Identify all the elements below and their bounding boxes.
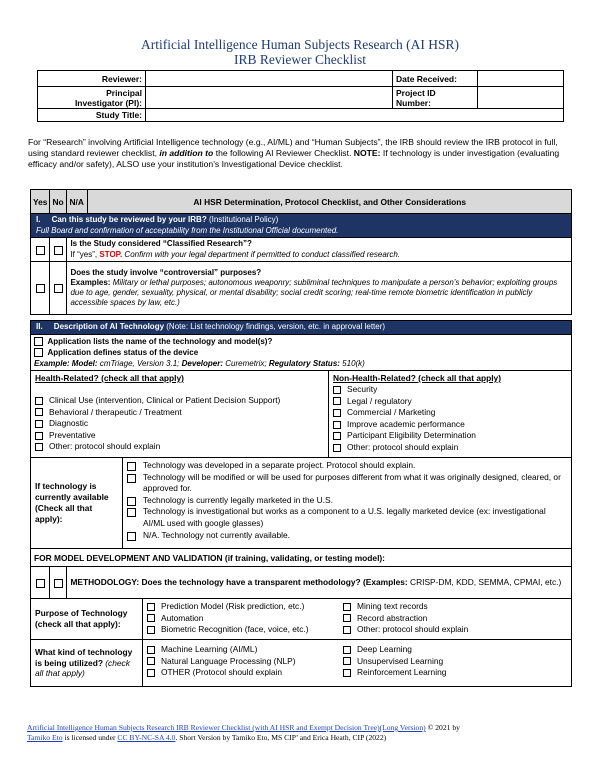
- intro-paragraph: For “Research” involving Artificial Intelligence technology (e.g., AI/ML) and “Human Subjects”, the IRB should review the IRB protocol in full, using standard reviewer checklist, in addition to the following AI Reviewer Checklist. NOTE: If technology is under investigation (evaluating efficacy and/or safety), ALSO use your institution’s Investigational Device checklist.: [28, 137, 560, 169]
- health-option-checkbox[interactable]: [35, 432, 43, 440]
- col-yes: Yes: [31, 190, 50, 214]
- technology-kind-label: What kind of technology is being utilized? (check all that apply): [31, 640, 143, 686]
- pi-label: Principal Investigator (PI):: [38, 87, 146, 109]
- tech-kind-checkbox[interactable]: [147, 657, 155, 665]
- health-option-checkbox[interactable]: [35, 408, 43, 416]
- reviewer-info-table: [37, 70, 564, 122]
- purpose-checkbox[interactable]: [343, 614, 351, 622]
- project-id-label: Project ID Number:: [393, 87, 478, 109]
- license-link[interactable]: CC BY-NC-SA 4.0: [117, 733, 176, 742]
- tech-kind-checkbox[interactable]: [147, 669, 155, 677]
- pi-field[interactable]: [146, 87, 393, 109]
- availability-row: [31, 458, 572, 549]
- availability-checkbox[interactable]: [127, 462, 136, 471]
- availability-label: If technology is currently available (Check all that apply):: [31, 458, 123, 548]
- col-no: No: [50, 190, 67, 214]
- document-subtitle: IRB Reviewer Checklist: [234, 52, 366, 67]
- nonhealth-option-checkbox[interactable]: [333, 386, 341, 394]
- nonhealth-option-checkbox[interactable]: [333, 397, 341, 405]
- availability-options: Technology was developed in a separate project. Protocol should explain. Technology will be modified or will be used for purposes different from what it was originally designed, cleared, or approved for. Technology is currently legally marketed in the U.S. Technology is investigational but works as a component to a U.S. legally marketed device (ex: investigational AI/ML used with google glasses) N/A. Technology not currently available.: [123, 458, 571, 548]
- purpose-checkbox[interactable]: [343, 626, 351, 634]
- health-option-checkbox[interactable]: [35, 443, 43, 451]
- nonhealth-option-checkbox[interactable]: [333, 421, 341, 429]
- purpose-label: Purpose of Technology (check all that apply):: [31, 599, 143, 639]
- application-checks: Application lists the name of the technology and model(s)? Application defines status of the device Example: Model: cmTriage, Version 3.1; Developer: Curemetrix; Regulatory Status: 510(k): [31, 335, 572, 371]
- non-health-related-block: Non-Health-Related? (check all that apply) Security Legal / regulatory Commercial / Marketing Improve academic performance Participant Eligibility Determination Other: protocol should explain: [333, 373, 501, 452]
- license-footer: Artificial Intelligence Human Subjects Research IRB Reviewer Checklist (with AI HSR and Exempt Decision Tree)(Long Version) © 2021 by Tamiko Eto is licensed under CC BY-NC-SA 4.0. Short Version by Tamiko Eto, MS CIP’ and Erica Heath, CIP (2022): [27, 723, 460, 742]
- tech-kind-checkbox[interactable]: [343, 657, 351, 665]
- question-classified: Is the Study considered “Classified Research”? If “yes”, STOP. Confirm with your legal department if permitted to conduct classified research.: [31, 238, 572, 262]
- classified-no-checkbox[interactable]: [54, 246, 63, 255]
- document-title: Artificial Intelligence Human Subjects Research (AI HSR): [141, 37, 459, 52]
- availability-checkbox[interactable]: [127, 508, 136, 517]
- health-option-checkbox[interactable]: [35, 397, 43, 405]
- checklist-link[interactable]: Artificial Intelligence Human Subjects Research IRB Reviewer Checklist (with AI HSR and Exempt Decision Tree)(Long Version): [27, 723, 426, 732]
- tech-kind-checkbox[interactable]: [343, 646, 351, 654]
- tech-kind-checkbox[interactable]: [147, 646, 155, 654]
- availability-checkbox[interactable]: [127, 497, 136, 506]
- tech-kind-checkbox[interactable]: [343, 669, 351, 677]
- app-lists-name-checkbox[interactable]: [34, 337, 43, 346]
- health-related-block: Health-Related? (check all that apply) Clinical Use (intervention, Clinical or Patient Decision Support) Behavioral / therapeutic / Treatment Diagnostic Preventative Other: protocol should explain: [31, 371, 329, 457]
- col-na: N/A: [67, 190, 88, 214]
- date-received-field[interactable]: [478, 71, 564, 87]
- nonhealth-option-checkbox[interactable]: [333, 409, 341, 417]
- controversial-no-checkbox[interactable]: [54, 284, 63, 293]
- reviewer-label: Reviewer:: [38, 71, 146, 87]
- project-id-field[interactable]: [478, 87, 564, 109]
- checklist-table: [30, 189, 572, 687]
- availability-checkbox[interactable]: [127, 474, 136, 483]
- nonhealth-option-checkbox[interactable]: [333, 432, 341, 440]
- app-defines-status-checkbox[interactable]: [34, 348, 43, 357]
- reviewer-field[interactable]: [146, 71, 393, 87]
- purpose-checkbox[interactable]: [147, 603, 155, 611]
- methodology-yes-checkbox[interactable]: [36, 579, 45, 588]
- availability-checkbox[interactable]: [127, 532, 136, 541]
- purpose-row: Purpose of Technology (check all that apply): Prediction Model (Risk prediction, etc.) Automation Biometric Recognition (face, voice, etc.) Mining text records Record abstraction Other: protocol should explain: [31, 599, 572, 640]
- author-link[interactable]: Tamiko Eto: [27, 733, 63, 742]
- question-controversial: Does the study involve “controversial” purposes? Examples: Military or lethal purposes; autonomous weaponry; subliminal techniques to manipulate a person’s behavior; exploiting groups due to age, gender, sexuality, physical, or mental disability; social credit scoring; real-time remote biometric identification in publicly accessible spaces by law, etc.): [31, 262, 572, 315]
- col-main: AI HSR Determination, Protocol Checklist, and Other Considerations: [88, 190, 572, 214]
- model-development-header: FOR MODEL DEVELOPMENT AND VALIDATION (if training, validating, or testing model):: [31, 549, 572, 567]
- study-title-label: Study Title:: [38, 109, 146, 122]
- technology-kind-row: What kind of technology is being utilized? (check all that apply) Machine Learning (AI/ML) Natural Language Processing (NLP) OTHER (Protocol should explain Deep Learning Unsupervised Learning Reinforcement Learning: [31, 640, 572, 687]
- study-title-field[interactable]: [146, 109, 564, 122]
- nonhealth-option-checkbox[interactable]: [333, 444, 341, 452]
- controversial-yes-checkbox[interactable]: [36, 284, 45, 293]
- methodology-row: METHODOLOGY: Does the technology have a transparent methodology? (Examples: CRISP-DM, KDD, SEMMA, CPMAI, etc.): [31, 567, 572, 599]
- classified-yes-checkbox[interactable]: [36, 246, 45, 255]
- purpose-checkbox[interactable]: [147, 626, 155, 634]
- section-2-header: II. Description of AI Technology (Note: List technology findings, version, etc. in approval letter): [31, 321, 572, 335]
- date-received-label: Date Received:: [393, 71, 478, 87]
- health-option-checkbox[interactable]: [35, 420, 43, 428]
- section-1-header: I. Can this study be reviewed by your IRB? (Institutional Policy) Full Board and confirmation of acceptability from the Institutional Official documented.: [31, 214, 572, 238]
- health-relation-row: [31, 371, 572, 458]
- methodology-no-checkbox[interactable]: [54, 579, 63, 588]
- purpose-checkbox[interactable]: [343, 603, 351, 611]
- purpose-checkbox[interactable]: [147, 614, 155, 622]
